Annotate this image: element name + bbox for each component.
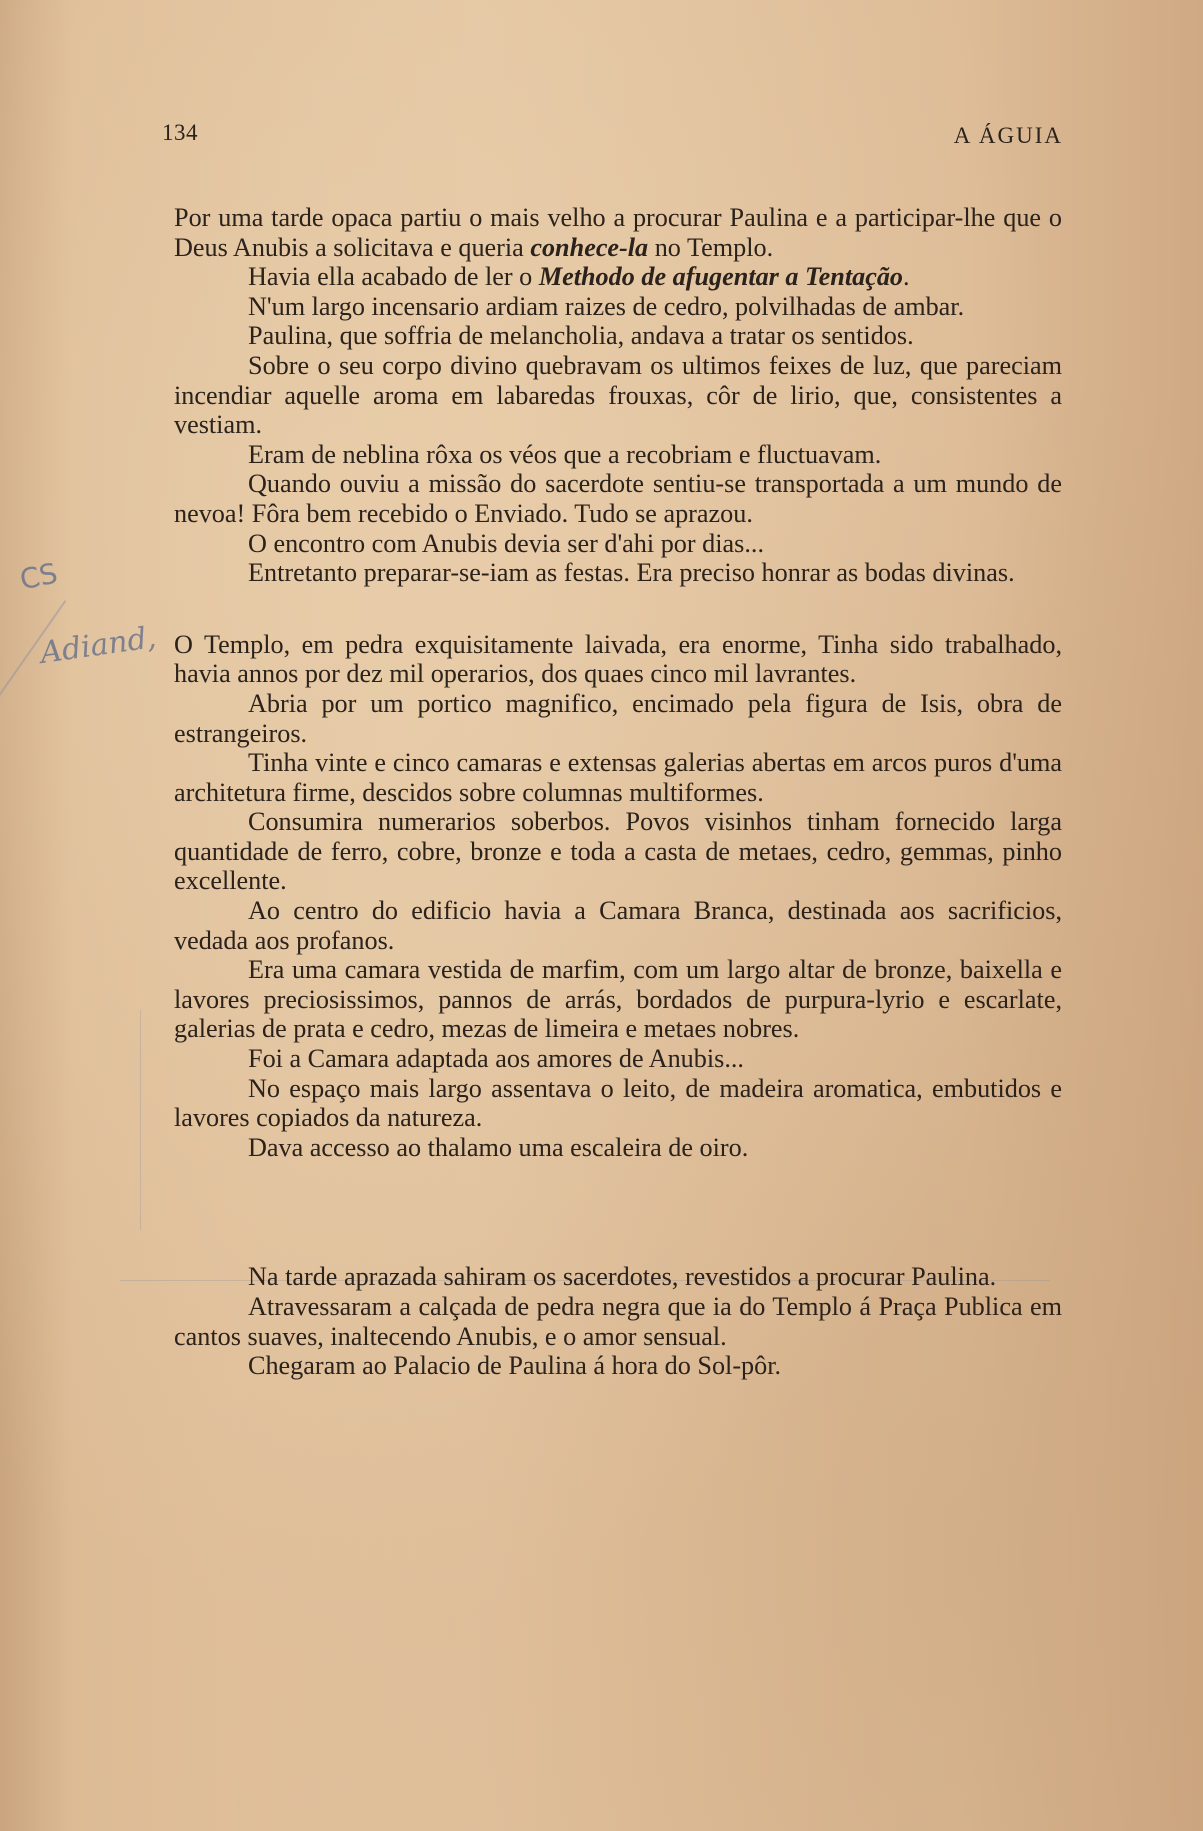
paragraph: Dava accesso ao thalamo uma escaleira de oiro. <box>248 1132 749 1162</box>
paragraph: Havia ella acabado de ler o Methodo de afugentar a Tentação. <box>248 262 910 292</box>
running-title: A ÁGUIA <box>953 123 1063 148</box>
paragraph: Tinha vinte e cinco camaras e extensas galerias abertas em arcos puros d'uma architetura firme, descidos sobre columnas multiformes. <box>174 748 1062 807</box>
page-header <box>162 120 1063 156</box>
paragraph: Por uma tarde opaca partiu o mais velho a procurar Paulina e a participar-lhe que o Deus Anubis a solicitava e queria conhece-la no Templo. <box>174 203 1062 262</box>
paragraph: Chegaram ao Palacio de Paulina á hora do Sol-pôr. <box>248 1351 782 1381</box>
paragraph: Entretanto preparar-se-iam as festas. Era preciso honrar as bodas divinas. <box>248 558 1015 588</box>
margin-annotation: CS <box>16 556 61 597</box>
paragraph: No espaço mais largo assentava o leito, de madeira aromatica, embutidos e lavores copiados da natureza. <box>174 1073 1062 1133</box>
section-break <box>174 588 1062 630</box>
body-text <box>174 203 1062 1381</box>
paragraph: Atravessaram a calçada de pedra negra que ia do Templo á Praça Publica em cantos suaves, inaltecendo Anubis, e o amor sensual. <box>174 1292 1062 1351</box>
margin-annotation-handwritten: Adiand, <box>38 620 159 671</box>
paragraph: O encontro com Anubis devia ser d'ahi por dias... <box>248 528 764 558</box>
paragraph: Paulina, que soffria de melancholia, andava a tratar os sentidos. <box>248 321 914 351</box>
paragraph: Abria por um portico magnifico, encimado pela figura de Isis, obra de estrangeiros. <box>174 688 1062 748</box>
paragraph: Sobre o seu corpo divino quebravam os ultimos feixes de luz, que pareciam incendiar aquelle aroma em labaredas frouxas, côr de lirio, que, consistentes a vestiam. <box>174 350 1062 440</box>
pencil-stroke <box>140 1010 141 1230</box>
paragraph: O Templo, em pedra exquisitamente laivada, era enorme, Tinha sido trabalhado, havia annos por dez mil operarios, dos quaes cinco mil lavrantes. <box>174 629 1062 689</box>
paragraph: N'um largo incensario ardiam raizes de cedro, polvilhadas de ambar. <box>248 291 965 321</box>
paragraph: Quando ouviu a missão do sacerdote sentiu-se transportada a um mundo de nevoa! Fôra bem recebido o Enviado. Tudo se aprazou. <box>174 469 1062 528</box>
paragraph: Eram de neblina rôxa os véos que a recobriam e fluctuavam. <box>248 439 882 469</box>
paragraph: Consumira numerarios soberbos. Povos visinhos tinham fornecido larga quantidade de ferro, cobre, bronze e toda a casta de metaes, cedro, gemmas, pinho excellente. <box>174 807 1062 896</box>
paragraph: Na tarde aprazada sahiram os sacerdotes, revestidos a procurar Paulina. <box>248 1262 997 1292</box>
section-break <box>174 1162 1062 1262</box>
paragraph: Foi a Camara adaptada aos amores de Anubis... <box>248 1044 744 1074</box>
page-number: 134 <box>162 120 198 145</box>
paragraph: Ao centro do edificio havia a Camara Branca, destinada aos sacrificios, vedada aos profanos. <box>174 896 1062 955</box>
paragraph: Era uma camara vestida de marfim, com um largo altar de bronze, baixella e lavores preciosissimos, pannos de arrás, bordados de purpura-lyrio e escarlate, galerias de prata e cedro, mezas de limeira e metaes nobres. <box>174 955 1062 1044</box>
